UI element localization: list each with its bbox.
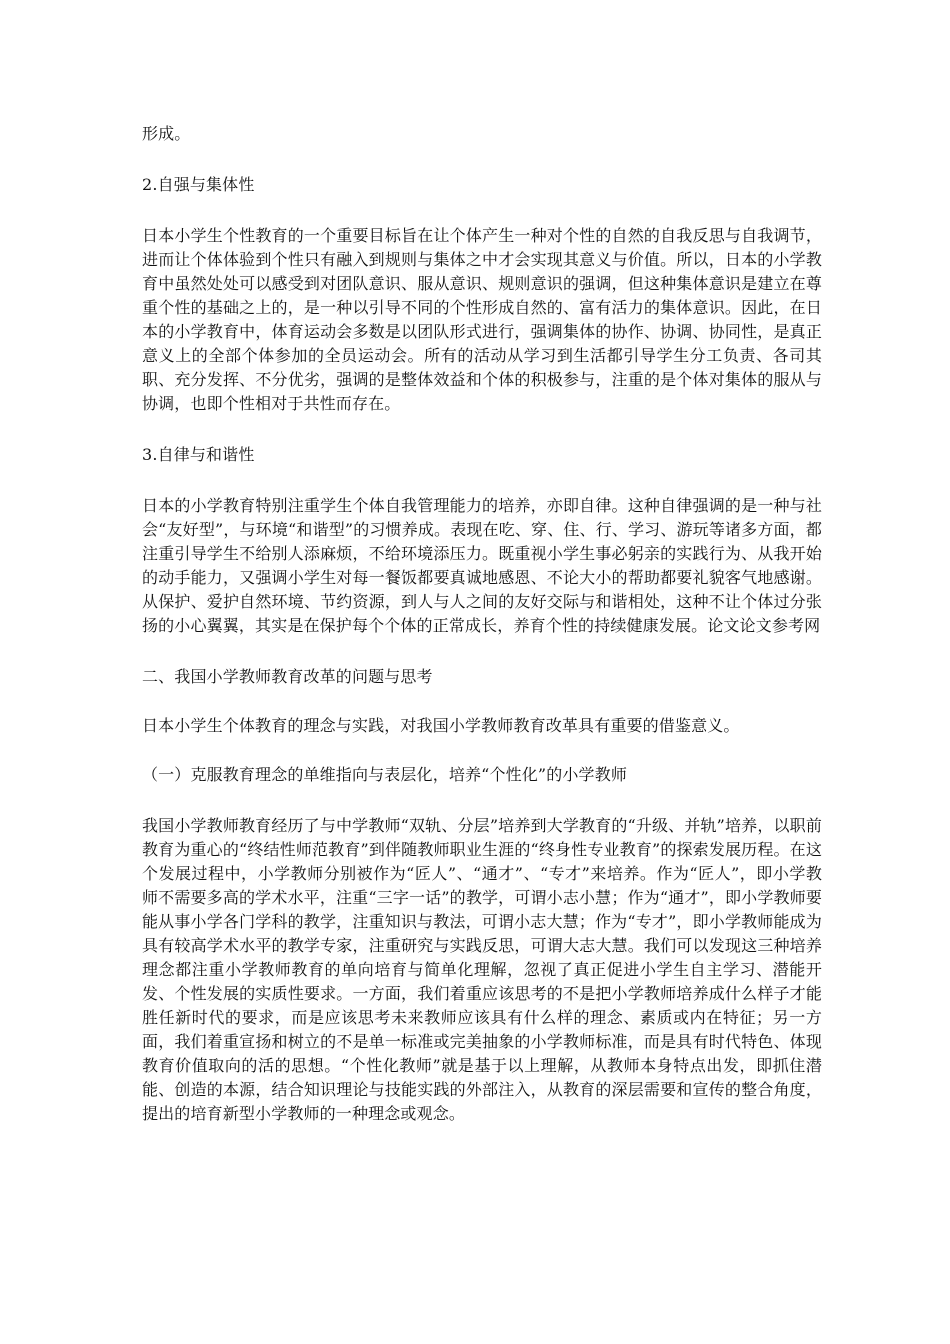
paragraph-harmony: 日本的小学教育特别注重学生个体自我管理能力的培养，亦即自律。这种自律强调的是一种与社会“友好型”，与环境“和谐型”的习惯养成。表现在吃、穿、住、行、学习、游玩等诸多方面，都注重引导学生不给别人添麻烦，不给环境添压力。既重视小学生事必躬亲的实践行为、从我开始的动手能力，又强调小学生对每一餐饭都要真诚地感恩、不论大小的帮助都要礼貌客气地感谢。从保护、爱护自然环境、节约资源，到人与人之间的友好交际与和谐相处，这种不让个体过分张扬的小心翼翼，其实是在保护每个个体的正常成长，养育个性的持续健康发展。论文论文参考网: [142, 496, 822, 635]
paragraph-reference-significance: 日本小学生个体教育的理念与实践，对我国小学教师教育改革具有重要的借鉴意义。: [142, 716, 740, 735]
subsection-heading-personalized-teachers: （一）克服教育理念的单维指向与表层化，培养“个性化”的小学教师: [142, 765, 628, 784]
section-heading-self-strengthening: 2.自强与集体性: [142, 175, 255, 194]
paragraph-collectivity: 日本小学生个性教育的一个重要目标旨在让个体产生一种对个性的自然的自我反思与自我调节，进而让个体体验到个性只有融入到规则与集体之中才会实现其意义与价值。所以，日本的小学教育中虽然处处可以感受到对团队意识、服从意识、规则意识的强调，但这种集体意识是建立在尊重个性的基础之上的，是一种以引导不同的个性形成自然的、富有活力的集体意识。因此，在日本的小学教育中，体育运动会多数是以团队形式进行，强调集体的协作、协调、协同性，是真正意义上的全部个体参加的全员运动会。所有的活动从学习到生活都引导学生分工负责、各司其职、充分发挥、不分优劣，强调的是整体效益和个体的积极参与，注重的是个体对集体的服从与协调，也即个性相对于共性而存在。: [142, 226, 822, 413]
paragraph-teacher-education-history: 我国小学教师教育经历了与中学教师“双轨、分层”培养到大学教育的“升级、并轨”培养，以职前教育为重心的“终结性师范教育”到伴随教师职业生涯的“终身性专业教育”的探索发展历程。在这个发展过程中，小学教师分别被作为“匠人”、“通才”、“专才”来培养。作为“匠人”，即小学教师不需要多高的学术水平，注重“三字一话”的教学，可谓小志小慧；作为“通才”，即小学教师要能从事小学各门学科的教学，注重知识与教法，可谓小志大慧；作为“专才”，即小学教师能成为具有较高学术水平的教学专家，注重研究与实践反思，可谓大志大慧。我们可以发现这三种培养理念都注重小学教师教育的单向培育与简单化理解，忽视了真正促进小学生自主学习、潜能开发、个性发展的实质性要求。一方面，我们着重应该思考的不是把小学教师培养成什么样子才能胜任新时代的要求，而是应该思考未来教师应该具有什么样的理念、素质或内在特征；另一方面，我们着重宣扬和树立的不是单一标准或完美抽象的小学教师标准，而是具有时代特色、体现教育价值取向的活的思想。“个性化教师”就是基于以上理解，从教师本身特点出发，即抓住潜能、创造的本源，结合知识理论与技能实践的外部注入，从教育的深层需要和宣传的整合角度，提出的培育新型小学教师的一种理念或观念。: [142, 816, 822, 1123]
section-heading-china-reform: 二、我国小学教师教育改革的问题与思考: [142, 667, 433, 686]
paragraph-fragment-ending: 形成。: [142, 124, 191, 143]
section-heading-self-discipline: 3.自律与和谐性: [142, 445, 255, 464]
document-page: [142, 122, 822, 1126]
